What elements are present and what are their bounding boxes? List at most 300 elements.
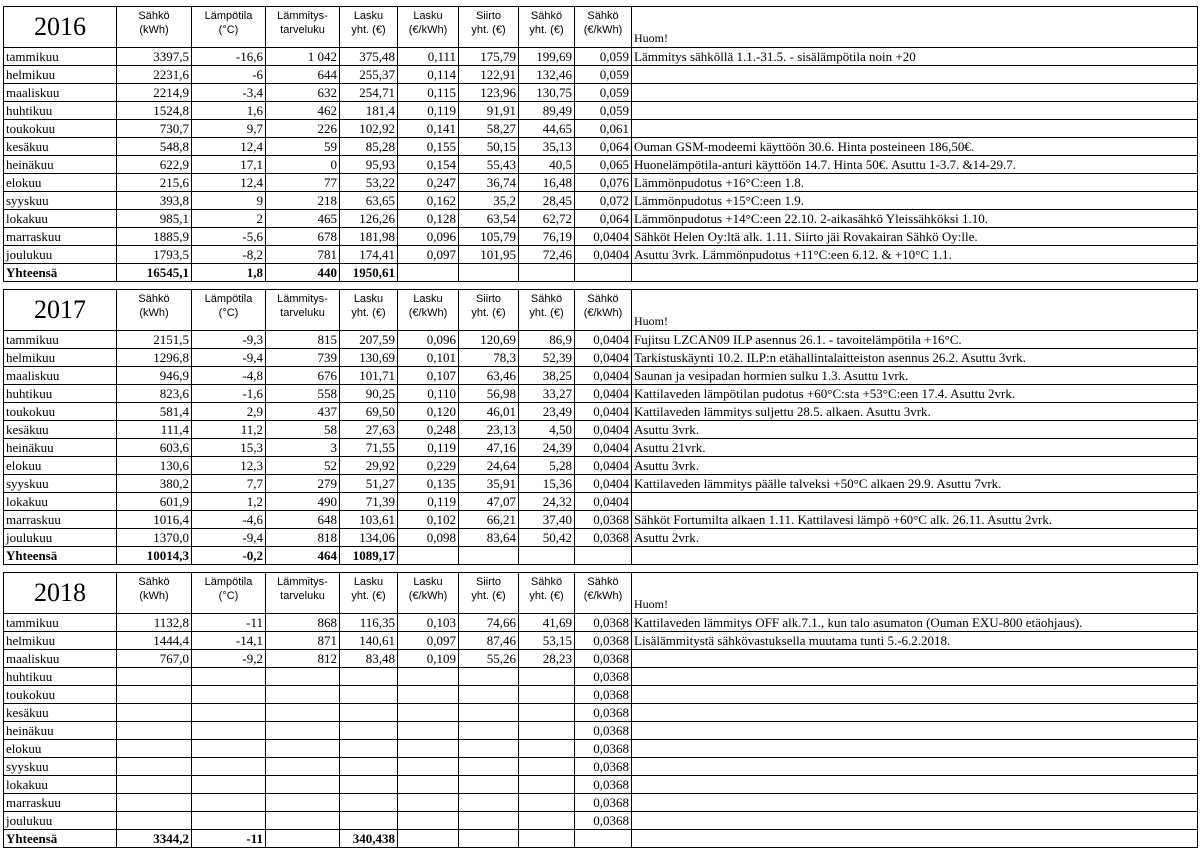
column-header-line: yht. (€) bbox=[471, 307, 506, 319]
cell-note bbox=[632, 650, 1198, 668]
cell-month: joulukuu bbox=[4, 246, 117, 264]
cell-lasku-per-kwh: 0,229 bbox=[398, 457, 459, 475]
column-header-line: (€/kWh) bbox=[583, 24, 623, 36]
cell-lasku-per-kwh bbox=[398, 740, 459, 758]
cell-note bbox=[632, 704, 1198, 722]
cell-lampotila: -4,8 bbox=[192, 367, 266, 385]
cell-sahko-per-kwh: 0,061 bbox=[575, 120, 632, 138]
column-header-line: (€/kWh) bbox=[408, 590, 448, 602]
cell-sahko-per-kwh: 0,0404 bbox=[575, 457, 632, 475]
cell-lampotila: -11 bbox=[192, 614, 266, 632]
cell-lampotila: -14,1 bbox=[192, 632, 266, 650]
cell-lasku-yht: 375,48 bbox=[340, 48, 398, 66]
cell-lasku-per-kwh: 0,248 bbox=[398, 421, 459, 439]
cell-lasku-per-kwh: 0,098 bbox=[398, 529, 459, 547]
cell-sahko-yht: 199,69 bbox=[519, 48, 575, 66]
total-cell-sahko-yht bbox=[519, 264, 575, 282]
cell-sahko-yht: 40,5 bbox=[519, 156, 575, 174]
cell-sahko-yht: 23,49 bbox=[519, 403, 575, 421]
cell-sahko-yht: 5,28 bbox=[519, 457, 575, 475]
cell-lammitystarveluku: 437 bbox=[266, 403, 340, 421]
cell-sahko-kwh: 823,6 bbox=[117, 385, 192, 403]
cell-sahko-kwh: 581,4 bbox=[117, 403, 192, 421]
cell-sahko-kwh: 730,7 bbox=[117, 120, 192, 138]
cell-sahko-yht: 52,39 bbox=[519, 349, 575, 367]
cell-lasku-per-kwh: 0,102 bbox=[398, 511, 459, 529]
cell-sahko-per-kwh: 0,076 bbox=[575, 174, 632, 192]
cell-lampotila: 12,4 bbox=[192, 174, 266, 192]
cell-sahko-yht bbox=[519, 740, 575, 758]
cell-sahko-per-kwh: 0,0404 bbox=[575, 331, 632, 349]
cell-lampotila: 7,7 bbox=[192, 475, 266, 493]
cell-sahko-kwh bbox=[117, 704, 192, 722]
cell-sahko-per-kwh: 0,0368 bbox=[575, 794, 632, 812]
cell-lammitystarveluku bbox=[266, 776, 340, 794]
cell-sahko-yht: 35,13 bbox=[519, 138, 575, 156]
cell-lammitystarveluku: 59 bbox=[266, 138, 340, 156]
cell-lammitystarveluku: 818 bbox=[266, 529, 340, 547]
column-header-line: Lasku bbox=[413, 576, 443, 588]
total-cell-lasku-per-kwh bbox=[398, 264, 459, 282]
cell-month: huhtikuu bbox=[4, 102, 117, 120]
table-row bbox=[4, 704, 1198, 722]
cell-sahko-kwh: 601,9 bbox=[117, 493, 192, 511]
cell-month: toukokuu bbox=[4, 403, 117, 421]
cell-month: elokuu bbox=[4, 740, 117, 758]
cell-sahko-yht: 38,25 bbox=[519, 367, 575, 385]
cell-lampotila bbox=[192, 776, 266, 794]
column-header-lammitystarveluku bbox=[266, 290, 340, 331]
cell-sahko-per-kwh: 0,0404 bbox=[575, 246, 632, 264]
cell-sahko-yht: 4,50 bbox=[519, 421, 575, 439]
year-title: 2016 bbox=[4, 7, 117, 48]
total-row bbox=[4, 264, 1198, 282]
column-header-lasku-kwh bbox=[398, 290, 459, 331]
cell-note bbox=[632, 668, 1198, 686]
column-header-lasku-yht bbox=[340, 7, 398, 48]
total-row bbox=[4, 547, 1198, 565]
cell-sahko-kwh: 215,6 bbox=[117, 174, 192, 192]
column-header-lammitystarveluku bbox=[266, 573, 340, 614]
total-cell-lammitystarveluku: 464 bbox=[266, 547, 340, 565]
cell-lasku-per-kwh: 0,162 bbox=[398, 192, 459, 210]
cell-sahko-yht: 50,42 bbox=[519, 529, 575, 547]
total-cell-siirto-yht bbox=[459, 264, 519, 282]
column-header-line: Sähkö bbox=[138, 293, 170, 305]
cell-note: Ouman GSM-modeemi käyttöön 30.6. Hinta posteineen 186,50€. bbox=[632, 138, 1198, 156]
cell-lasku-per-kwh: 0,247 bbox=[398, 174, 459, 192]
cell-sahko-per-kwh: 0,0368 bbox=[575, 722, 632, 740]
cell-sahko-per-kwh: 0,0404 bbox=[575, 493, 632, 511]
cell-lasku-yht bbox=[340, 722, 398, 740]
total-cell-sahko-per-kwh bbox=[575, 264, 632, 282]
cell-sahko-per-kwh: 0,064 bbox=[575, 138, 632, 156]
cell-lasku-per-kwh: 0,110 bbox=[398, 385, 459, 403]
cell-sahko-yht: 33,27 bbox=[519, 385, 575, 403]
cell-lasku-per-kwh bbox=[398, 812, 459, 830]
column-header-lasku-kwh bbox=[398, 573, 459, 614]
cell-sahko-yht: 28,23 bbox=[519, 650, 575, 668]
cell-sahko-yht bbox=[519, 722, 575, 740]
cell-lasku-per-kwh: 0,103 bbox=[398, 614, 459, 632]
cell-sahko-yht: 76,19 bbox=[519, 228, 575, 246]
table-row bbox=[4, 614, 1198, 632]
cell-sahko-kwh: 1885,9 bbox=[117, 228, 192, 246]
cell-lammitystarveluku bbox=[266, 704, 340, 722]
cell-sahko-yht: 24,39 bbox=[519, 439, 575, 457]
cell-lasku-yht: 51,27 bbox=[340, 475, 398, 493]
cell-siirto-yht: 63,54 bbox=[459, 210, 519, 228]
cell-month: syyskuu bbox=[4, 758, 117, 776]
cell-sahko-per-kwh: 0,0368 bbox=[575, 740, 632, 758]
cell-lasku-per-kwh: 0,097 bbox=[398, 246, 459, 264]
column-header-siirto-yht bbox=[459, 573, 519, 614]
total-cell-lampotila: -11 bbox=[192, 830, 266, 848]
cell-siirto-yht: 83,64 bbox=[459, 529, 519, 547]
cell-lammitystarveluku bbox=[266, 758, 340, 776]
cell-sahko-kwh: 1793,5 bbox=[117, 246, 192, 264]
cell-lampotila: 11,2 bbox=[192, 421, 266, 439]
cell-sahko-yht: 28,45 bbox=[519, 192, 575, 210]
cell-month: toukokuu bbox=[4, 120, 117, 138]
column-header-lampotila bbox=[192, 7, 266, 48]
cell-lammitystarveluku bbox=[266, 686, 340, 704]
cell-lammitystarveluku: 781 bbox=[266, 246, 340, 264]
cell-lasku-per-kwh: 0,101 bbox=[398, 349, 459, 367]
cell-sahko-yht: 86,9 bbox=[519, 331, 575, 349]
cell-sahko-kwh: 985,1 bbox=[117, 210, 192, 228]
cell-note: Lämmönpudotus +15°C:een 1.9. bbox=[632, 192, 1198, 210]
table-row bbox=[4, 174, 1198, 192]
cell-lasku-yht bbox=[340, 812, 398, 830]
table-row bbox=[4, 156, 1198, 174]
cell-lasku-per-kwh bbox=[398, 794, 459, 812]
cell-lasku-per-kwh bbox=[398, 758, 459, 776]
column-header-sahko-kwh bbox=[117, 290, 192, 331]
cell-lampotila bbox=[192, 722, 266, 740]
cell-sahko-per-kwh: 0,0368 bbox=[575, 776, 632, 794]
column-header-line: yht. (€) bbox=[351, 24, 386, 36]
cell-lasku-yht: 181,4 bbox=[340, 102, 398, 120]
cell-lasku-per-kwh bbox=[398, 776, 459, 794]
cell-siirto-yht bbox=[459, 812, 519, 830]
column-header-line: yht. (€) bbox=[471, 590, 506, 602]
table-row bbox=[4, 686, 1198, 704]
cell-note bbox=[632, 794, 1198, 812]
column-header-line: Lasku bbox=[413, 293, 443, 305]
column-header-line: tarveluku bbox=[280, 24, 325, 36]
cell-month: elokuu bbox=[4, 457, 117, 475]
year-title: 2017 bbox=[4, 290, 117, 331]
total-cell-note bbox=[632, 830, 1198, 848]
cell-sahko-kwh: 548,8 bbox=[117, 138, 192, 156]
column-header-line: Sähkö bbox=[587, 10, 619, 22]
cell-lampotila: -6 bbox=[192, 66, 266, 84]
table-row bbox=[4, 529, 1198, 547]
column-header-line: yht. (€) bbox=[529, 590, 564, 602]
cell-lampotila bbox=[192, 740, 266, 758]
cell-sahko-per-kwh: 0,059 bbox=[575, 84, 632, 102]
column-header-lampotila bbox=[192, 573, 266, 614]
cell-sahko-kwh: 130,6 bbox=[117, 457, 192, 475]
table-row bbox=[4, 210, 1198, 228]
cell-sahko-per-kwh: 0,0368 bbox=[575, 614, 632, 632]
cell-note: Asuttu 3vrk. bbox=[632, 421, 1198, 439]
total-cell-sahko-kwh: 10014,3 bbox=[117, 547, 192, 565]
cell-lasku-yht bbox=[340, 740, 398, 758]
cell-sahko-yht bbox=[519, 686, 575, 704]
cell-sahko-yht bbox=[519, 758, 575, 776]
cell-siirto-yht: 46,01 bbox=[459, 403, 519, 421]
cell-siirto-yht: 36,74 bbox=[459, 174, 519, 192]
column-header-line: (€/kWh) bbox=[583, 307, 623, 319]
cell-note: Asuttu 21vrk. bbox=[632, 439, 1198, 457]
cell-sahko-per-kwh: 0,0404 bbox=[575, 367, 632, 385]
cell-month: kesäkuu bbox=[4, 704, 117, 722]
column-header-line: (€/kWh) bbox=[408, 24, 448, 36]
cell-lasku-yht: 126,26 bbox=[340, 210, 398, 228]
cell-siirto-yht: 66,21 bbox=[459, 511, 519, 529]
cell-lasku-yht: 134,06 bbox=[340, 529, 398, 547]
table-row bbox=[4, 740, 1198, 758]
cell-lammitystarveluku: 676 bbox=[266, 367, 340, 385]
cell-lasku-per-kwh bbox=[398, 686, 459, 704]
cell-lampotila: -9,2 bbox=[192, 650, 266, 668]
table-row bbox=[4, 331, 1198, 349]
cell-lasku-yht: 90,25 bbox=[340, 385, 398, 403]
column-header-line: (kWh) bbox=[139, 24, 169, 36]
total-row bbox=[4, 830, 1198, 848]
cell-sahko-per-kwh: 0,0404 bbox=[575, 439, 632, 457]
table-row bbox=[4, 84, 1198, 102]
cell-month: marraskuu bbox=[4, 794, 117, 812]
column-header-line: Sähkö bbox=[530, 576, 563, 588]
cell-lasku-per-kwh: 0,155 bbox=[398, 138, 459, 156]
table-row bbox=[4, 511, 1198, 529]
total-cell-siirto-yht bbox=[459, 547, 519, 565]
cell-sahko-kwh: 622,9 bbox=[117, 156, 192, 174]
cell-lampotila bbox=[192, 704, 266, 722]
section-spacer bbox=[4, 565, 1198, 573]
cell-note: Asuttu 3vrk. Lämmönpudotus +11°C:een 6.12. & +10°C 1.1. bbox=[632, 246, 1198, 264]
cell-lampotila: 2 bbox=[192, 210, 266, 228]
cell-month: kesäkuu bbox=[4, 421, 117, 439]
cell-lasku-yht bbox=[340, 794, 398, 812]
cell-lasku-per-kwh: 0,119 bbox=[398, 102, 459, 120]
cell-note bbox=[632, 493, 1198, 511]
cell-lasku-yht: 116,35 bbox=[340, 614, 398, 632]
total-cell-lampotila: -0,2 bbox=[192, 547, 266, 565]
cell-sahko-per-kwh: 0,059 bbox=[575, 102, 632, 120]
cell-month: heinäkuu bbox=[4, 439, 117, 457]
cell-sahko-yht: 41,69 bbox=[519, 614, 575, 632]
total-cell-month: Yhteensä bbox=[4, 264, 117, 282]
cell-note bbox=[632, 776, 1198, 794]
cell-lampotila bbox=[192, 668, 266, 686]
column-header-line: Lämpötila bbox=[204, 293, 253, 305]
cell-lampotila: -8,2 bbox=[192, 246, 266, 264]
cell-sahko-per-kwh: 0,072 bbox=[575, 192, 632, 210]
cell-sahko-yht: 89,49 bbox=[519, 102, 575, 120]
table-row bbox=[4, 66, 1198, 84]
cell-sahko-per-kwh: 0,059 bbox=[575, 66, 632, 84]
column-header-line: Lasku bbox=[353, 293, 384, 305]
cell-lasku-yht: 71,39 bbox=[340, 493, 398, 511]
cell-lammitystarveluku: 812 bbox=[266, 650, 340, 668]
total-cell-lammitystarveluku bbox=[266, 830, 340, 848]
table-row bbox=[4, 102, 1198, 120]
cell-note bbox=[632, 812, 1198, 830]
cell-lammitystarveluku: 815 bbox=[266, 331, 340, 349]
column-header-lammitystarveluku bbox=[266, 7, 340, 48]
total-cell-note bbox=[632, 264, 1198, 282]
cell-sahko-yht: 132,46 bbox=[519, 66, 575, 84]
column-header-huom: Huom! bbox=[632, 290, 1198, 331]
column-header-line: tarveluku bbox=[280, 307, 325, 319]
column-header-lasku-yht bbox=[340, 290, 398, 331]
cell-lammitystarveluku: 644 bbox=[266, 66, 340, 84]
cell-sahko-kwh bbox=[117, 758, 192, 776]
cell-note: Kattilaveden lämmitys päälle talveksi +50°C alkaen 29.9. Asuttu 7vrk. bbox=[632, 475, 1198, 493]
table-row bbox=[4, 812, 1198, 830]
cell-siirto-yht: 123,96 bbox=[459, 84, 519, 102]
total-cell-sahko-per-kwh bbox=[575, 830, 632, 848]
cell-lasku-per-kwh: 0,109 bbox=[398, 650, 459, 668]
cell-note bbox=[632, 102, 1198, 120]
cell-month: tammikuu bbox=[4, 614, 117, 632]
cell-lammitystarveluku: 465 bbox=[266, 210, 340, 228]
cell-lasku-yht bbox=[340, 758, 398, 776]
cell-siirto-yht: 55,26 bbox=[459, 650, 519, 668]
cell-month: syyskuu bbox=[4, 475, 117, 493]
cell-siirto-yht bbox=[459, 776, 519, 794]
cell-sahko-yht: 44,65 bbox=[519, 120, 575, 138]
cell-note bbox=[632, 740, 1198, 758]
cell-sahko-yht: 130,75 bbox=[519, 84, 575, 102]
column-header-sahko-ekwh bbox=[575, 573, 632, 614]
cell-sahko-kwh bbox=[117, 812, 192, 830]
column-header-siirto-yht bbox=[459, 7, 519, 48]
cell-lasku-yht bbox=[340, 704, 398, 722]
cell-lampotila: 17,1 bbox=[192, 156, 266, 174]
cell-siirto-yht bbox=[459, 722, 519, 740]
cell-lammitystarveluku: 58 bbox=[266, 421, 340, 439]
cell-lammitystarveluku: 678 bbox=[266, 228, 340, 246]
column-header-line: Sähkö bbox=[138, 10, 170, 22]
year-header-row bbox=[4, 290, 1198, 331]
column-header-line: Siirto bbox=[475, 293, 502, 305]
cell-sahko-kwh: 2214,9 bbox=[117, 84, 192, 102]
cell-lammitystarveluku bbox=[266, 740, 340, 758]
cell-sahko-kwh bbox=[117, 740, 192, 758]
table-row bbox=[4, 385, 1198, 403]
column-header-line: Sähkö bbox=[587, 293, 619, 305]
total-cell-lasku-per-kwh bbox=[398, 830, 459, 848]
cell-sahko-per-kwh: 0,064 bbox=[575, 210, 632, 228]
section-spacer bbox=[4, 282, 1198, 290]
cell-lampotila bbox=[192, 758, 266, 776]
cell-lammitystarveluku: 558 bbox=[266, 385, 340, 403]
cell-siirto-yht: 35,91 bbox=[459, 475, 519, 493]
cell-sahko-kwh: 380,2 bbox=[117, 475, 192, 493]
cell-lammitystarveluku bbox=[266, 794, 340, 812]
cell-siirto-yht: 23,13 bbox=[459, 421, 519, 439]
cell-lampotila: -16,6 bbox=[192, 48, 266, 66]
cell-sahko-per-kwh: 0,065 bbox=[575, 156, 632, 174]
cell-lasku-yht: 53,22 bbox=[340, 174, 398, 192]
column-header-line: Lämmitys- bbox=[277, 293, 328, 305]
cell-month: helmikuu bbox=[4, 632, 117, 650]
cell-lampotila: -9,3 bbox=[192, 331, 266, 349]
column-header-lampotila bbox=[192, 290, 266, 331]
cell-lasku-per-kwh: 0,135 bbox=[398, 475, 459, 493]
cell-lammitystarveluku: 1 042 bbox=[266, 48, 340, 66]
column-header-sahko-ekwh bbox=[575, 7, 632, 48]
cell-lasku-yht: 130,69 bbox=[340, 349, 398, 367]
column-header-lasku-kwh bbox=[398, 7, 459, 48]
cell-lampotila: 12,3 bbox=[192, 457, 266, 475]
cell-lampotila: -4,6 bbox=[192, 511, 266, 529]
cell-sahko-yht: 16,48 bbox=[519, 174, 575, 192]
year-header-row bbox=[4, 7, 1198, 48]
column-header-sahko-kwh bbox=[117, 7, 192, 48]
year-title: 2018 bbox=[4, 573, 117, 614]
cell-sahko-kwh bbox=[117, 776, 192, 794]
column-header-line: Sähkö bbox=[138, 576, 170, 588]
cell-siirto-yht bbox=[459, 740, 519, 758]
cell-note: Asuttu 3vrk. bbox=[632, 457, 1198, 475]
cell-note bbox=[632, 722, 1198, 740]
column-header-sahko-yht bbox=[519, 290, 575, 331]
total-cell-lampotila: 1,8 bbox=[192, 264, 266, 282]
cell-sahko-kwh: 1132,8 bbox=[117, 614, 192, 632]
table-row bbox=[4, 722, 1198, 740]
cell-month: lokakuu bbox=[4, 210, 117, 228]
cell-lasku-yht: 101,71 bbox=[340, 367, 398, 385]
cell-siirto-yht bbox=[459, 794, 519, 812]
cell-lammitystarveluku: 3 bbox=[266, 439, 340, 457]
cell-sahko-kwh: 1016,4 bbox=[117, 511, 192, 529]
cell-note: Lämmönpudotus +16°C:een 1.8. bbox=[632, 174, 1198, 192]
cell-siirto-yht: 74,66 bbox=[459, 614, 519, 632]
table-row bbox=[4, 246, 1198, 264]
table-row bbox=[4, 632, 1198, 650]
cell-lasku-per-kwh: 0,111 bbox=[398, 48, 459, 66]
total-cell-lammitystarveluku: 440 bbox=[266, 264, 340, 282]
cell-siirto-yht bbox=[459, 704, 519, 722]
cell-lampotila bbox=[192, 686, 266, 704]
table-row bbox=[4, 421, 1198, 439]
total-cell-sahko-yht bbox=[519, 830, 575, 848]
column-header-line: Sähkö bbox=[530, 293, 563, 305]
cell-lammitystarveluku: 739 bbox=[266, 349, 340, 367]
cell-month: lokakuu bbox=[4, 493, 117, 511]
cell-siirto-yht: 122,91 bbox=[459, 66, 519, 84]
table-row bbox=[4, 48, 1198, 66]
cell-month: lokakuu bbox=[4, 776, 117, 794]
total-cell-note bbox=[632, 547, 1198, 565]
cell-sahko-kwh bbox=[117, 722, 192, 740]
energy-table-body bbox=[4, 7, 1198, 848]
total-cell-lasku-per-kwh bbox=[398, 547, 459, 565]
cell-lampotila: 1,6 bbox=[192, 102, 266, 120]
column-header-line: Lasku bbox=[353, 10, 384, 22]
cell-month: heinäkuu bbox=[4, 156, 117, 174]
column-header-line: yht. (€) bbox=[351, 590, 386, 602]
cell-lasku-yht: 181,98 bbox=[340, 228, 398, 246]
cell-siirto-yht: 56,98 bbox=[459, 385, 519, 403]
cell-lasku-yht: 103,61 bbox=[340, 511, 398, 529]
